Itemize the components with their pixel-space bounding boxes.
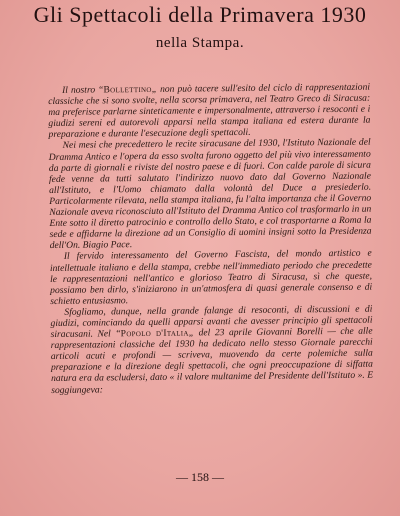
paragraph-1-rest: „ non può tacere sull'esito del ciclo di rappresentazioni classiche che si sono svolte, nella scorsa primavera, nel Teatro Greco di Siracusa: ma preferisce parlarne sinteticamente e impersonalmente, attraverso i resoconti e i giudizi sereni ed autorevoli apparsi nella stampa italiana ed estera durante la preparazione e durante l'esecuzione degli spettacoli. [48, 81, 371, 141]
paragraph-4 [50, 303, 373, 395]
paragraph-4-lead: Sfogliamo, dunque, nella grande falange di resoconti, di discussioni e di giudizi, cominciando da quelli apparsi avanti che avesser principio gli spettacoli siracusani. Nel “ [50, 303, 373, 341]
popolo-ditalia-title: Popolo d'Italia [120, 327, 189, 340]
page-number: — 158 — [176, 470, 224, 484]
paragraph-1 [48, 82, 371, 141]
paragraph-4-rest: „ del 23 aprile Giovanni Borelli — che alle rappresentazioni classiche del 1930 ha dedicato nello stesso Giornale parecchi articoli acuti e profondi — scriveva, muovendo da certe polemiche sulla preparazione e la direzione degli spettacoli, che ogni preoccupazione di siffatta natura era da escludersi, dato « il valore multanime del Presidente dell'Istituto ». E soggiungeva: [50, 325, 374, 396]
page-subtitle: nella Stampa. [155, 35, 245, 51]
article-body [48, 82, 373, 396]
page-title: Gli Spettacoli della Primavera 1930 [33, 2, 367, 27]
bollettino-title: Bollettino [103, 83, 152, 96]
paragraph-3: Il fervido interessamento del Governo Fascista, del mondo artistico e intellettuale italiano e della stampa, crebbe nell'immediato periodo che precedette le rappresentazioni nell'antico e glorioso Teatro di Siracusa, sì che queste, possiamo ben dirlo, s'iniziarono in un'atmosfera di quasi generale consenso e di schietto entusiasmo. [49, 248, 373, 307]
paragraph-1-lead: Il nostro “ [61, 84, 104, 96]
paragraph-2: Nei mesi che precedettero le recite siracusane del 1930, l'Istituto Nazionale del Dramma Antico e l'opera da esso svolta furono oggetto del più vivo interessamento da parte di giornali e riviste del nostro paese e di fuori. Con calde parole di sicura fede venne da tutti salutato l'indirizzo nuovo dato dal Governo Nazionale all'Istituto, e l'Uomo chiamato dalla volontà del Duce a presiederlo. Particolarmente rilevata, nella stampa italiana, fu l'alta importanza che il Governo Nazionale aveva riconosciuto all'Istituto del Dramma Antico col trasformarlo in un Ente sotto il diretto patrocinio e controllo dello Stato, e col trasportarne a Roma la sede e affidarne la direzione ad un Consiglio di uomini insigni sotto la Presidenza dell'On. Biagio Pace. [48, 137, 372, 252]
